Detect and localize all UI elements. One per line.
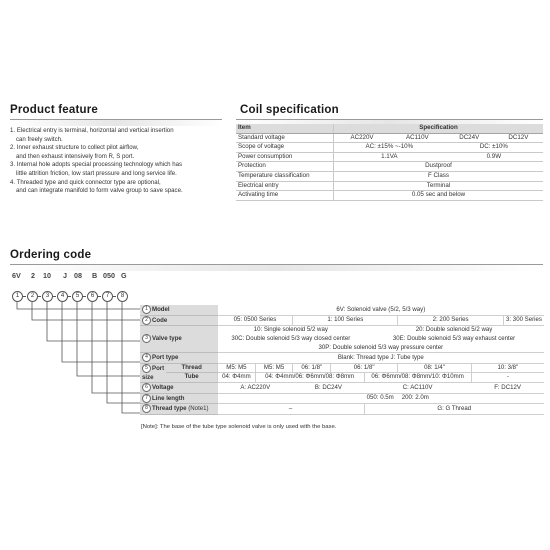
tube-value: 06: Φ6mm/08: Φ8mm/10: Φ10mm [364,373,471,383]
feature-line: and can integrate manifold to form valve group to save space. [16,187,183,195]
position-circle: 4 [57,291,68,302]
feature-line: little attrition friction, low start pressure and long service life. [16,169,177,177]
table-row [140,305,544,315]
coil-cell: DC: ±10% [445,143,543,153]
table-row [140,363,544,373]
leader-line [77,302,140,376]
coil-cell: AC: ±15% ~-10% [334,143,445,153]
leader-line [17,302,140,309]
voltage-label: 6 Voltage [140,383,218,394]
code-value: 05: 0500 Series [218,315,293,326]
coil-cell: 0.9W [445,152,543,162]
coil-cell: DC24V [445,133,494,143]
table-row [140,315,544,326]
port-type-label: 4 Port type [140,353,218,364]
code-part: 08 [74,271,82,280]
coil-row-label: Power consumption [236,152,334,162]
voltage-value: C: AC110V [364,383,471,394]
coil-cell: Dustproof [334,162,544,172]
coil-row-label: Activating time [236,191,334,201]
feature-line: 2. Inner exhaust structure to collect pilot airflow, [10,144,139,152]
position-circle: 1 [12,291,23,302]
ordering-code-title: Ordering code [10,249,92,261]
port-size-label: 5 Port size [140,363,166,382]
voltage-value: F: DC12V [471,383,544,394]
coil-header-spec: Specification [334,124,544,133]
code-value: 3: 300 Series [504,315,545,326]
voltage-value: B: DC24V [293,383,364,394]
code-part: 6V [12,271,21,280]
thread-value: 10: 3/8" [471,363,544,373]
table-row [140,353,544,364]
valve-type-label: 3 Valve type [140,326,218,353]
model-label: 1 Model [140,305,218,315]
position-circle: 2 [27,291,38,302]
code-part: B [92,271,98,280]
feature-line: and then exhaust intensively from R, S port. [16,152,135,160]
leader-line [107,302,140,403]
coil-cell: 0.05 sec and below [334,191,544,201]
position-circle: 8 [117,291,128,302]
thread-value: 06: 1/8" [293,363,331,373]
leader-line [122,302,140,413]
coil-cell: 1.1VA [334,152,445,162]
thread-type-label: 8 Thread type (Note1) [140,404,218,415]
line-length-value: 050: 0.5m [218,393,398,404]
line-length-label: 7 Line length [140,393,218,404]
thread-value: M5: M5 [255,363,293,373]
coil-spec-title: Coil specification [240,104,339,116]
code-part: 2 [31,271,35,280]
table-row [140,326,544,335]
thread-value: 08: 1/4" [398,363,471,373]
leader-line [62,302,140,362]
valve-type-value: 20: Double solenoid 5/2 way [415,326,493,334]
code-part: J [63,271,67,280]
valve-type-value: 30C: Double solenoid 5/3 way closed center [231,335,351,342]
ordering-code-table [140,305,544,415]
position-circle: 6 [87,291,98,302]
position-circle: 7 [102,291,113,302]
coil-cell: AC220V [334,133,391,143]
position-circle: 5 [72,291,83,302]
voltage-value: A: AC220V [218,383,293,394]
leader-line [32,302,140,320]
coil-row-label: Temperature classification [236,171,334,181]
feature-line: 3. Internal hole adopts special processing technology which has [10,161,183,169]
port-type-value: Blank: Thread type J: Tube type [218,353,544,364]
tube-label: Tube [166,373,217,383]
tube-value: 04: Φ4mm/06: Φ6mm/08: Φ8mm [255,373,364,383]
feature-line: can freely switch. [16,135,63,143]
thread-type-value: G: G Thread [364,404,544,415]
thread-value: M5: M5 [218,363,256,373]
valve-type-value: 30P: Double solenoid 5/3 way pressure center [218,344,544,353]
thread-value: 06: 1/8" [331,363,398,373]
coil-cell: F Class [334,171,544,181]
model-value: 6V: Solenoid valve (5/2, 5/3 way) [218,305,544,315]
leader-line [47,302,140,341]
position-circle: 3 [42,291,53,302]
code-part: 050 [103,271,115,280]
valve-type-value: 30E: Double solenoid 5/3 way exhaust center [392,335,516,342]
line-length-value: 200: 2.0m [398,393,544,404]
code-label: 2 Code [140,315,218,326]
ordering-note: [Note]: The base of the tube type solenoid valve is only used with the base. [141,424,337,430]
coil-cell: DC12V [494,133,543,143]
table-row [140,383,544,394]
code-part: G [121,271,127,280]
coil-row-label: Scope of voltage [236,143,334,153]
code-part: 10 [43,271,51,280]
feature-line: 1. Electrical entry is terminal, horizontal and vertical insertion [10,127,174,134]
coil-cell: AC110V [390,133,445,143]
coil-row-label: Standard voltage [236,133,334,143]
product-feature-title: Product feature [10,104,98,116]
tube-value: - [471,373,544,383]
coil-cell: Terminal [334,181,544,191]
feature-line: 4. Threaded type and quick connector type are optional, [10,178,161,186]
table-row [140,404,544,415]
leader-line [92,302,140,393]
coil-header-item: Item [236,124,334,133]
valve-type-value: 10: Single solenoid 5/2 way [253,326,328,334]
thread-type-value: – [218,404,364,415]
thread-type-note: (Note1) [188,405,209,413]
table-row [140,393,544,404]
thread-label: Thread [166,363,217,373]
coil-row-label: Protection [236,162,334,172]
tube-value: 04: Φ4mm [218,373,256,383]
coil-row-label: Electrical entry [236,181,334,191]
code-value: 1: 100 Series [293,315,398,326]
code-value: 2: 200 Series [398,315,504,326]
table-row [140,373,544,383]
